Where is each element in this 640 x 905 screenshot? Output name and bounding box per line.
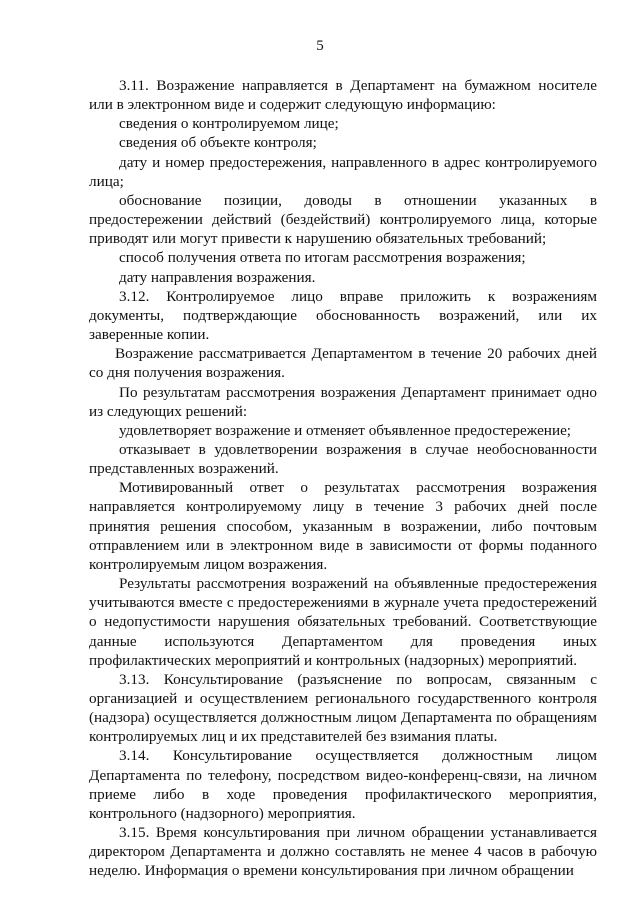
paragraph: Результаты рассмотрения возражений на объявленные предостережения учитываются вместе с предостережениями в журнале учета предостережений о недопустимости нарушения обязательных требований. Соответствующие данные используются Департаментом для проведения иных профилактических мероприятий и контрольных (надзорных) мероприятий.	[89, 575, 597, 669]
paragraph-3-13: 3.13. Консультирование (разъяснение по вопросам, связанным с организацией и осуществлением регионального государственного контроля (надзора) осуществляется должностным лицом Департамента по обращениям контролируемых лиц и их представителей без взимания платы.	[89, 670, 597, 746]
list-item: способ получения ответа по итогам рассмотрения возражения;	[119, 249, 526, 267]
paragraph-3-12: 3.12. Контролируемое лицо вправе приложить к возражениям документы, подтверждающие обоснованность возражений, или их заверенные копии.	[89, 287, 597, 344]
paragraph-3-15: 3.15. Время консультирования при личном обращении устанавливается директором Департамента и должно составлять не менее 4 часов в рабочую неделю. Информация о времени консультирования при личном обращении	[89, 824, 597, 880]
paragraph-3-14: 3.14. Консультирование осуществляется должностным лицом Департамента по телефону, посредством видео-конференц-связи, на личном приеме либо в ходе проведения профилактического мероприятия, контрольного (надзорного) мероприятия.	[89, 747, 597, 822]
paragraph: По результатам рассмотрения возражения Департамент принимает одно из следующих решений:	[89, 383, 597, 420]
page-number: 5	[316, 38, 324, 54]
list-item: дату направления возражения.	[119, 268, 316, 286]
list-item: сведения об объекте контроля;	[119, 134, 317, 152]
paragraph-3-11: 3.11. Возражение направляется в Департамент на бумажном носителе или в электронном виде и содержит следующую информацию:	[89, 77, 597, 114]
list-item: дату и номер предостережения, направленного в адрес контролируемого лица;	[89, 153, 597, 190]
document-body	[89, 76, 597, 881]
list-item: обоснование позиции, доводы в отношении указанных в предостережении действий (бездействий) контролируемого лица, которые приводят или могут привести к нарушению обязательных требований;	[89, 191, 597, 248]
paragraph: Возражение рассматривается Департаментом в течение 20 рабочих дней со дня получения возражения.	[89, 345, 597, 382]
list-item: удовлетворяет возражение и отменяет объявленное предостережение;	[119, 421, 572, 439]
list-item: сведения о контролируемом лице;	[119, 115, 339, 133]
paragraph: Мотивированный ответ о результатах рассмотрения возражения направляется контролируемому лицу в течение 3 рабочих дней после принятия решения способом, указанным в возражении, либо почтовым отправлением или в электронном виде в зависимости от формы поданного контролируемым лицом возражения.	[89, 479, 597, 573]
list-item: отказывает в удовлетворении возражения в случае необоснованности представленных возражений.	[89, 440, 597, 478]
